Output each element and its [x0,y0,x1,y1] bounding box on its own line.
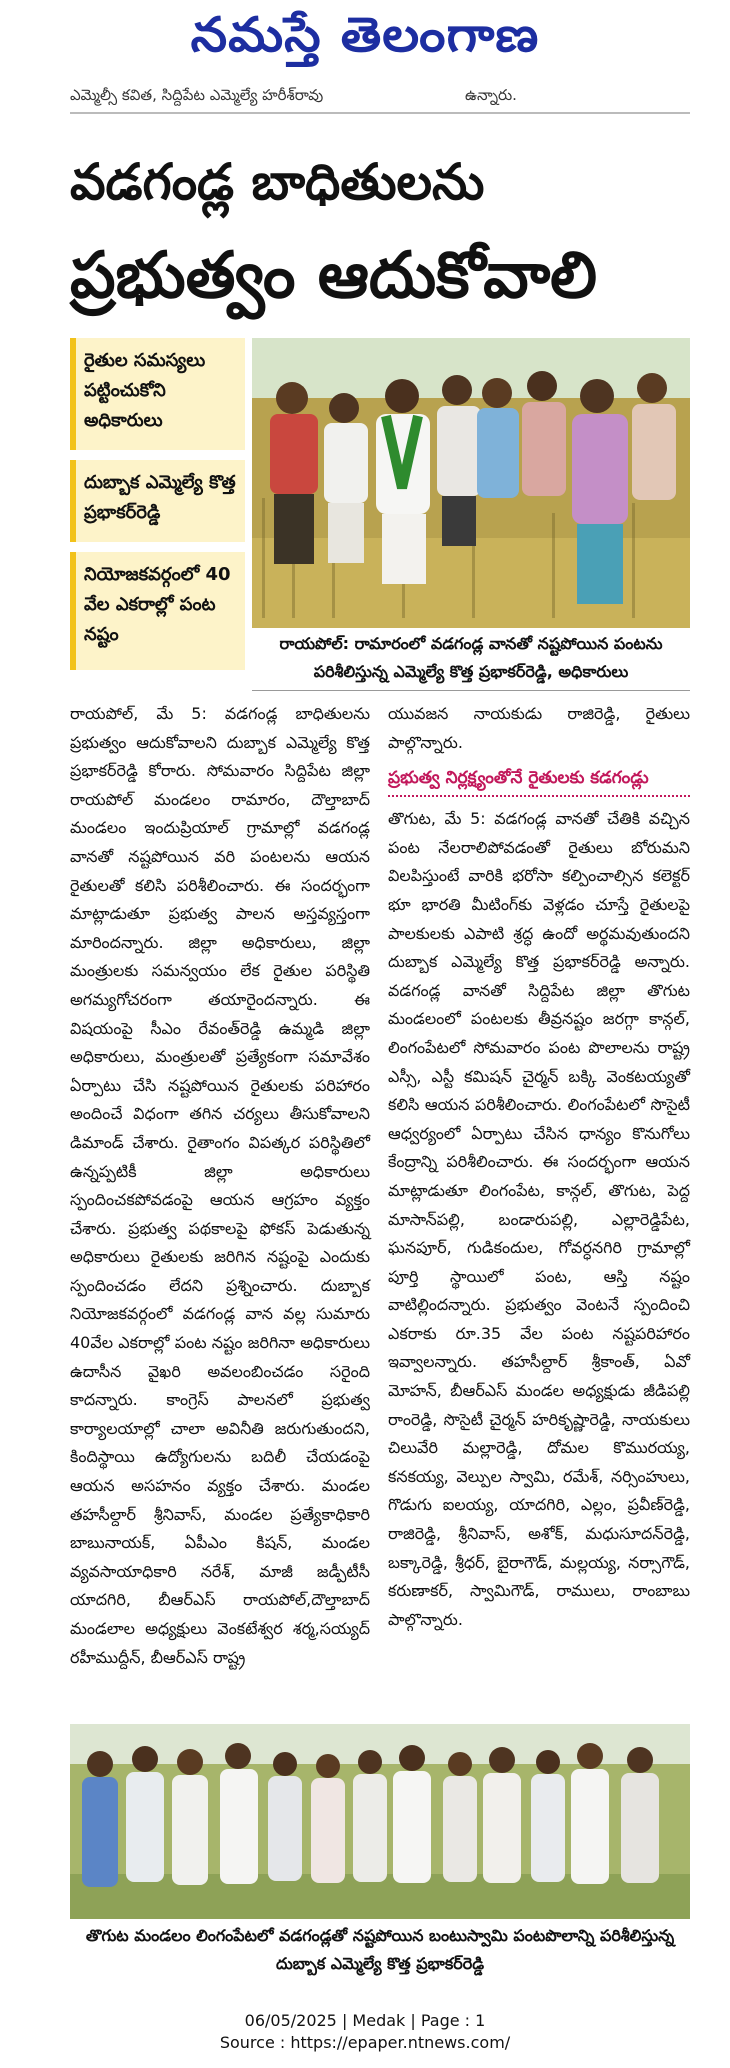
news-photo-group [70,1724,690,1919]
headline-line-2: ప్రభుత్వం ఆదుకోవాలి [70,239,598,313]
footer-date-edition: 06/05/2025 | Medak | Page : 1 [244,2011,486,2030]
photo-caption-2: తొగుట మండలం లింగంపేటలో వడగండ్లతో నష్టపోయిన బంటుస్వామి పంటపొలాన్ని పరిశీలిస్తున్న దుబ్బాక ఎమ్మెల్యే కొత్త ప్రభాకర్‌రెడ్డి [85,1926,675,1973]
highlight-3: నియోజకవర్గంలో 40 వేల ఎకరాల్లో పంట నష్టం [70,552,245,670]
highlight-1: రైతుల సమస్యలు పట్టించుకోని అధికారులు [70,338,245,450]
article-column-left [70,700,370,1672]
headline-line-1: వడగండ్ల బాధితులను [70,153,485,211]
strip-left-text: ఎమ్మెల్సీ కవిత, సిద్దిపేట ఎమ్మెల్యే హరీశ్‌రావు [70,86,324,104]
page-footer [0,2010,730,2054]
article-continuation: యువజన నాయకుడు రాజిరెడ్డి, రైతులు పాల్గొన్నారు. [388,704,690,752]
photo-caption-1: రాయపోల్‌: రామారంలో వడగండ్ల వానతో నష్టపోయిన పంటను పరిశీలిస్తున్న ఎమ్మెల్యే కొత్త ప్రభాకర్‌రెడ్డి, అధికారులు [252,630,690,691]
highlights-sidebar [70,338,245,668]
sub-headline: ప్రభుత్వ నిర్లక్ష్యంతోనే రైతులకు కడగండ్లు [388,761,690,797]
footer-source: Source : https://epaper.ntnews.com/ [219,2033,511,2052]
masthead [0,0,730,82]
news-photo-field-inspection [252,338,690,628]
newspaper-title: నమస్తే తెలంగాణ [190,6,540,64]
previous-article-strip [70,86,690,108]
divider [70,112,690,114]
article-body-right: తొగుట, మే 5: వడగండ్ల వానతో చేతికి వచ్చిన పంట నేలరాలిపోవడంతో రైతులు బోరుమని విలపిస్తుంటే వారికి భరోసా కల్పించాల్సిన కలెక్టర్‌ భూ భారతి మీటింగ్‌కు వెళ్లడం చూస్తే రైతులపై పాలకులకు ఎపాటి శ్రద్ధ ఉందో అర్థమవుతుందని దుబ్బాక ఎమ్మెల్యే కొత్త ప్రభాకర్‌రెడ్డి అన్నారు. వడగండ్ల వానతో సిద్దిపేట జిల్లా తొగుట మండలంలో పంటలకు తీవ్రనష్టం జరగ్గా కాన్గల్‌, లింగంపేటలో సోమవారం పంట పొలాలను రాష్ట్ర ఎస్సీ, ఎస్టీ కమిషన్‌ చైర్మన్‌ బక్కి వెంకటయ్యతో కలిసి ఆయన పరిశీలించారు. లింగంపేటలో సొసైటీ ఆధ్వర్యంలో ఏర్పాటు చేసిన ధాన్యం కొనుగోలు కేంద్రాన్ని పరిశీలించారు. ఈ సందర్భంగా ఆయన మాట్లాడుతూ లింగంపేట, కాన్గల్‌, తొగుట, పెద్ద మాసాన్‌పల్లి, బండారుపల్లి, ఎల్లారెడ్డిపేట, ఘనపూర్‌, గుడికందుల, గోవర్ధనగిరి గ్రామాల్లో పూర్తి స్థాయిలో పంట, ఆస్తి నష్టం వాటిల్లిందన్నారు. ప్రభుత్వం వెంటనే స్పందించి ఎకరాకు రూ.35 వేల పంట నష్టపరిహారం ఇవ్వాలన్నారు. తహసీల్దార్‌ శ్రీకాంత్‌, ఏవో మోహన్‌, బీఆర్‌ఎస్‌ మండల అధ్యక్షుడు జీడిపల్లి రాంరెడ్డి, సొసైటీ చైర్మన్‌ హరికృష్ణారెడ్డి, నాయకులు చిలువేరి మల్లారెడ్డి, దోమల కొమురయ్య, కనకయ్య, వెల్పుల స్వామి, రమేశ్‌, నర్సింహులు, గొడుగు ఐలయ్య, యాదగిరి, ఎల్లం, ప్రవీణ్‌రెడ్డి, రాజిరెడ్డి, శ్రీనివాస్‌, అశోక్‌, మధుసూదన్‌రెడ్డి, బక్కారెడ్డి, శ్రీధర్‌, బైరాగౌడ్‌, మల్లయ్య, నర్సాగౌడ్‌, కరుణాకర్‌, స్వామిగౌడ్‌, రాములు, రాంబాబు పాల్గొన్నారు. [388,809,690,1629]
article-column-right [388,700,690,1634]
article-body-left: రాయపోల్‌, మే 5: వడగండ్ల బాధితులను ప్రభుత్వం ఆదుకోవాలని దుబ్బాక ఎమ్మెల్యే కొత్త ప్రభాకర్‌రెడ్డి కోరారు. సోమవారం సిద్దిపేట జిల్లా రాయపోల్‌ మండలం రామారం, దౌల్తాబాద్‌ మండలం ఇందుప్రియాల్‌ గ్రామాల్లో వడగండ్ల వానతో నష్టపోయిన వరి పంటలను ఆయన రైతులతో కలిసి పరిశీలించారు. ఈ సందర్భంగా మాట్లాడుతూ ప్రభుత్వ పాలన అస్తవ్యస్తంగా మారిందన్నారు. జిల్లా అధికారులు, జిల్లా మంత్రులకు సమన్వయం లేక రైతుల పరిస్థితి అగమ్యగోచరంగా తయారైందన్నారు. ఈ విషయంపై సీఎం రేవంత్‌రెడ్డి ఉమ్మడి జిల్లా అధికారులు, మంత్రులతో ప్రత్యేకంగా సమావేశం ఏర్పాటు చేసి నష్టపోయిన రైతులకు పరిహారం అందించే విధంగా తగిన చర్యలు తీసుకోవాలని డిమాండ్‌ చేశారు. రైతాంగం విపత్కర పరిస్థితిలో ఉన్నప్పటికీ జిల్లా అధికారులు స్పందించకపోవడంపై ఆయన ఆగ్రహం వ్యక్తం చేశారు. ప్రభుత్వ పథకాలపై ఫోకస్‌ పెడుతున్న అధికారులు రైతులకు జరిగిన నష్టంపై ఎందుకు స్పందించడం లేదని ప్రశ్నించారు. దుబ్బాక నియోజకవర్గంలో వడగండ్ల వాన వల్ల సుమారు 40వేల ఎకరాల్లో పంట నష్టం జరిగినా అధికారులు ఉదాసీన వైఖరి అవలంబించడం సరైంది కాదన్నారు. కాంగ్రెస్‌ పాలనలో ప్రభుత్వ కార్యాలయాల్లో చాలా అవినీతి జరుగుతుందని, కిందిస్థాయి ఉద్యోగులను బదిలీ చేయడంపై ఆయన అసహనం వ్యక్తం చేశారు. మండల తహసీల్దార్‌ శ్రీనివాస్‌, మండల ప్రత్యేకాధికారి బాబునాయక్‌, ఏపీఎం కిషన్‌, మండల వ్యవసాయాధికారి నరేశ్‌, మాజీ జడ్పీటీసీ యాదగిరి, బీఆర్‌ఎస్‌ రాయపోల్‌,దౌల్తాబాద్‌ మండలాల అధ్యక్షులు వెంకటేశ్వర శర్మ,సయ్యద్‌ రహీముద్దీన్‌, బీఆర్‌ఎస్‌ రాష్ట్ర [70,704,370,1667]
highlight-2: దుబ్బాక ఎమ్మెల్యే కొత్త ప్రభాకర్‌రెడ్డి [70,460,245,542]
strip-right-text: ఉన్నారు. [465,86,517,104]
